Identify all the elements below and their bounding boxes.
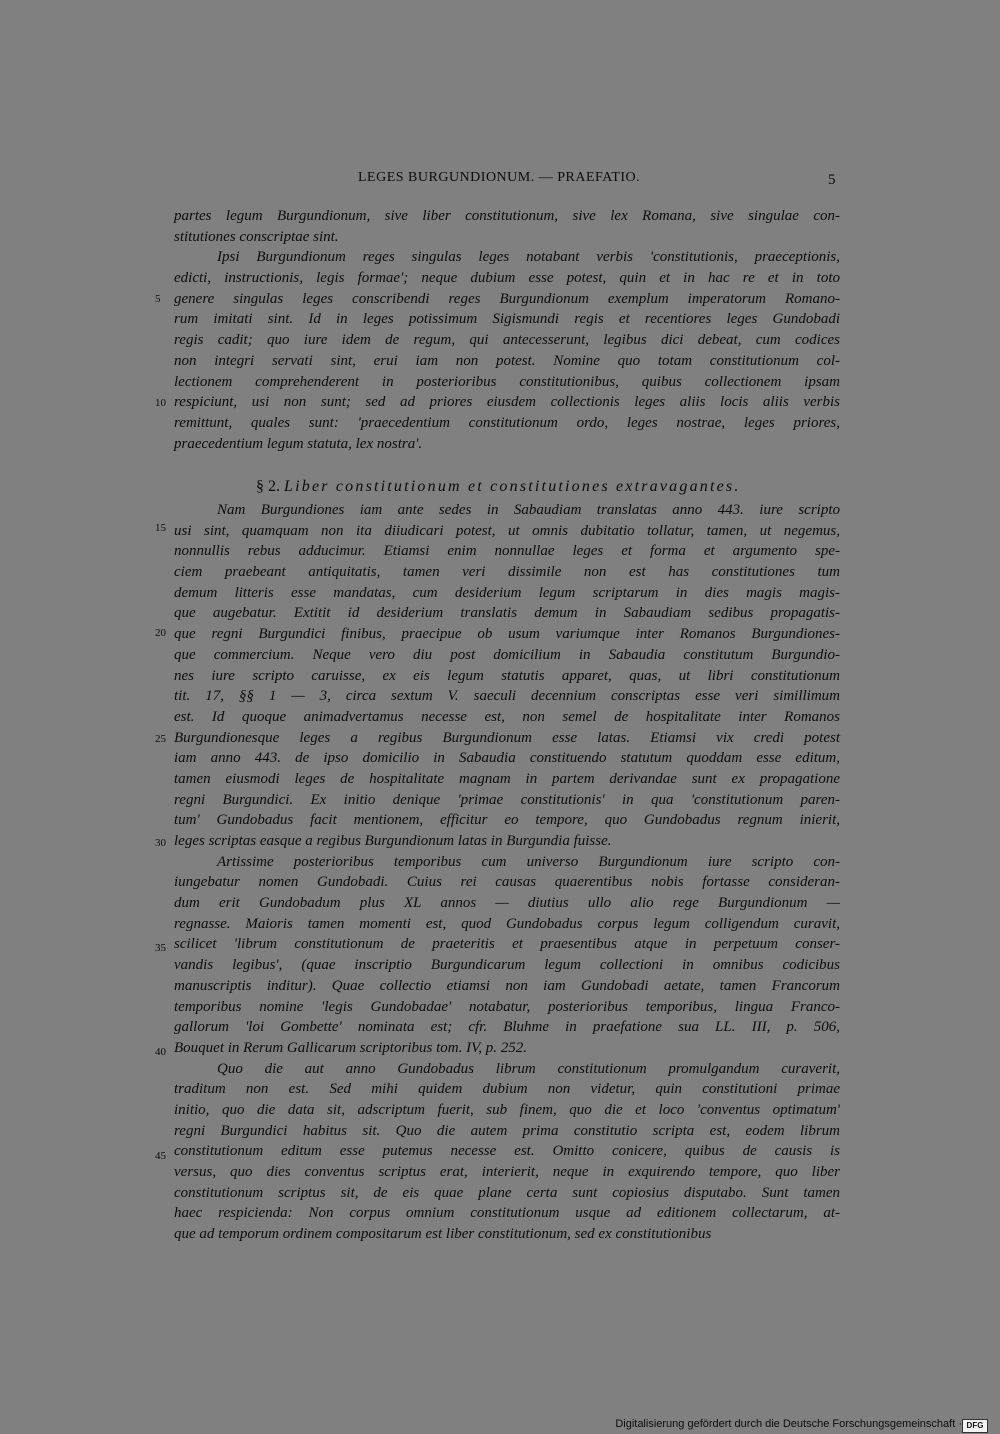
line-number: 35 — [155, 942, 166, 954]
text-line: Nam Burgundiones iam ante sedes in Sabaudiam translatas anno 443. iure scripto — [217, 502, 840, 518]
text-line: partes legum Burgundionum, sive liber constitutionum, sive lex Romana, sive singulae con- — [174, 208, 840, 224]
text-line: nes iure scripto caruisse, ex eis legum statutis apparet, quas, ut libri constitutionum — [174, 667, 840, 684]
text-line: genere singulas leges conscribendi reges Burgundionum exemplum imperatorum Romano- — [174, 290, 840, 307]
page-number: 5 — [828, 172, 836, 188]
running-title: LEGES BURGUNDIONUM. — PRAEFATIO. — [358, 170, 641, 185]
text-line: tit. 17, §§ 1 — 3, circa sextum V. saeculi decennium conscriptas esse veri simillimum — [174, 688, 840, 705]
section-title: Liber constitutionum et constitutiones extravagantes. — [284, 478, 741, 495]
text-line: regni Burgundici habitus sit. Quo die autem prima constitutio scripta est, eodem librum — [174, 1122, 840, 1139]
text-line: iungebatur nomen Gundobadi. Cuius rei causas quaerentibus nobis fortasse consideran- — [174, 874, 840, 891]
text-line: regis cadit; quo iure idem de regum, qui antecesserunt, legibus dici debeat, cum codices — [174, 332, 840, 349]
text-line: Burgundionesque leges a regibus Burgundionum esse latas. Etiamsi vix credi potest — [174, 729, 840, 746]
text-line: rum imitati sint. Id in leges potissimum Sigismundi regis et recentiores leges Gundobadi — [174, 311, 840, 328]
text-line: nonnullis rebus adducimur. Etiamsi enim nonnullae leges et forma et argumento spe- — [174, 543, 840, 560]
text-line: iam anno 443. de ipso domicilio in Sabaudia constituendo statutum quoddam esse editum, — [174, 750, 840, 767]
line-number: 15 — [155, 522, 166, 534]
footer — [0, 1418, 1000, 1434]
text-line: constitutionum editum esse putemus necesse est. Omitto conicere, quibus de causis is — [174, 1143, 840, 1160]
text-line: tum' Gundobadus facit mentionem, efficitur eo tempore, quo Gundobadus regnum inierit, — [174, 812, 840, 829]
text-line: que ad temporum ordinem compositarum est liber constitutionum, sed ex constitutionibus — [174, 1226, 712, 1243]
text-line: initio, quo die data sit, adscriptum fuerit, sub finem, quo die et loco 'conventus optimatum' — [174, 1101, 840, 1118]
text-line: vandis legibus', (quae inscriptio Burgundicarum legum collectioni in omnibus codicibus — [174, 957, 840, 974]
text-line: usi sint, quamquam non ita diiudicari potest, ut omnis dubitatio tollatur, tamen, ut negemus, — [174, 522, 840, 539]
text-line: Bouquet in Rerum Gallicarum scriptoribus tom. IV, p. 252. — [174, 1039, 528, 1056]
text-line: manuscriptis inditur). Quae collectio etiamsi non iam Gundobadi aetate, tamen Francorum — [174, 977, 840, 994]
section-heading — [256, 478, 776, 496]
text-line: que commercium. Neque vero diu post domicilium in Sabaudia constitutum Burgundio- — [174, 646, 840, 663]
text-line: scilicet 'librum constitutionum de praeteritis et praesentibus atque in perpetuum conser- — [174, 936, 840, 953]
line-number: 40 — [155, 1046, 166, 1058]
text-line: constitutionum scriptus sit, de eis quae plane certa sunt copiosius disputabo. Sunt tamen — [174, 1184, 840, 1201]
text-block-1 — [174, 206, 840, 454]
line-number: 25 — [155, 733, 166, 745]
text-line: praecedentium legum statuta, lex nostra'. — [174, 435, 423, 452]
text-line: haec respicienda: Non corpus omnium constitutionum usque ad editionem collectarum, at- — [174, 1205, 840, 1222]
text-line: demum litteris esse mandatas, cum desiderium legum scriptarum in dies magis magis- — [174, 584, 840, 601]
text-line: remittunt, quales sunt: 'praecedentium constitutionum ordo, leges nostrae, leges priores, — [174, 414, 840, 431]
text-line: gallorum 'loi Gombette' nominata est; cfr. Bluhme in praefatione sua LL. III, p. 506, — [174, 1019, 840, 1036]
text-line: Artissime posterioribus temporibus cum universo Burgundionum iure scripto con- — [217, 853, 840, 870]
text-line: Quo die aut anno Gundobadus librum constitutionum promulgandum curaverit, — [217, 1060, 840, 1077]
text-line: que augebatur. Extitit id desiderium translatis demum in Sabaudiam sedibus propagatis- — [174, 605, 840, 622]
text-line: ciem praebeant antiquitatis, tamen veri dissimile non est has constitutiones tum — [174, 564, 840, 581]
text-line: stitutiones conscriptae sint. — [174, 228, 339, 245]
text-line: respiciunt, usi non sunt; sed ad priores eiusdem collectionis leges aliis locis aliis verbis — [174, 394, 840, 411]
text-line: lectionem comprehenderent in posterioribus constitutionibus, quibus collectionem ipsam — [174, 373, 840, 390]
text-line: temporibus nomine 'legis Gundobadae' notabatur, posterioribus temporibus, lingua Franco- — [174, 998, 840, 1015]
text-line: regnasse. Maioris tamen momenti est, quod Gundobadus corpus legum colligendum curavit, — [174, 915, 840, 932]
text-line: tamen eiusmodi leges de hospitalitate magnam in partem derivandae sunt ex propagatione — [174, 770, 840, 787]
text-block-2 — [174, 500, 840, 1245]
text-line: dum erit Gundobadum plus XL annos — diutius ullo alio rege Burgundionum — — [174, 895, 840, 912]
text-line: que regni Burgundici finibus, praecipue ob usum variumque inter Romanos Burgundiones- — [174, 626, 840, 643]
line-number: 20 — [155, 627, 166, 639]
dfg-logo-icon: DFG — [962, 1419, 988, 1433]
section-number: § 2. — [256, 478, 280, 495]
text-line: edicti, instructionis, legis formae'; neque dubium esse potest, quin et in hac re et in toto — [174, 270, 840, 287]
text-line: leges scriptas easque a regibus Burgundionum latas in Burgundia fuisse. — [174, 833, 612, 849]
text-line: non integri servati sint, erui iam non potest. Nomine quo totam constitutionum col- — [174, 352, 840, 369]
line-number: 10 — [155, 397, 166, 409]
text-line: Ipsi Burgundionum reges singulas leges notabant verbis 'constitutionis, praeceptionis, — [217, 249, 840, 266]
text-line: versus, quo dies conventus scriptus erat, interierit, neque in exquirendo tempore, quo liber — [174, 1164, 840, 1180]
line-number: 30 — [155, 837, 166, 849]
text-line: traditum non est. Sed mihi quidem dubium non videtur, quin constitutioni primae — [174, 1081, 840, 1098]
text-line: est. Id quoque animadvertamus necesse est, non semel de hospitalitate inter Romanos — [174, 708, 840, 725]
line-number: 5 — [155, 293, 161, 305]
footer-credit: Digitalisierung gefördert durch die Deutsche Forschungsgemeinschaft · — [615, 1418, 962, 1430]
text-line: regni Burgundici. Ex initio denique 'primae constitutionis' in qua 'constitutionum paren- — [174, 791, 840, 808]
line-number: 45 — [155, 1150, 166, 1162]
